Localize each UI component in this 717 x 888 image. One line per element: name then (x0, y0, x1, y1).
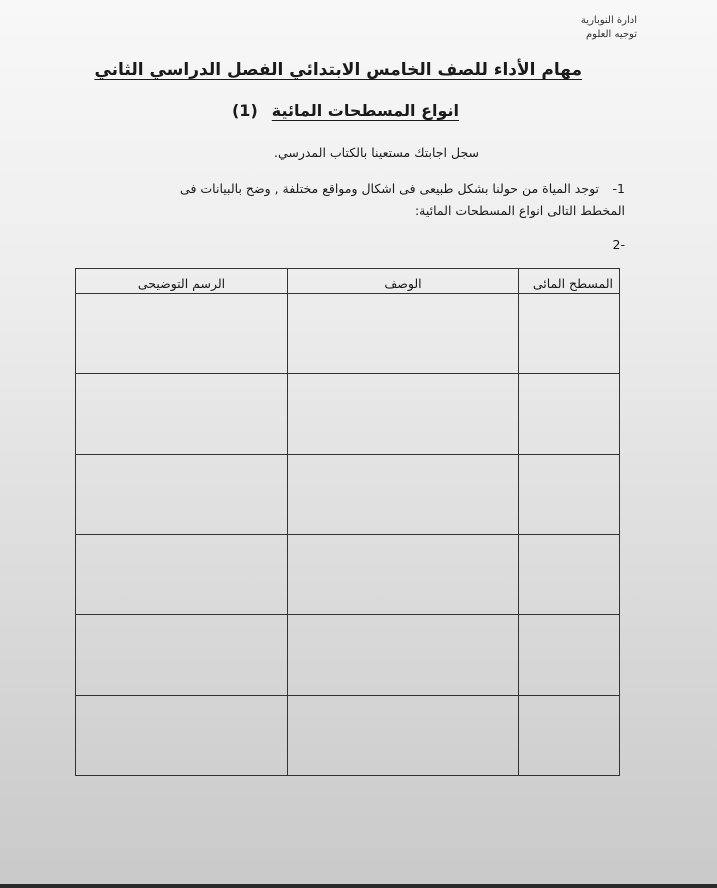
illustration-cell[interactable] (76, 534, 288, 614)
illustration-cell[interactable] (76, 294, 288, 374)
page-title: مهام الأداء للصف الخامس الابتدائي الفصل الدراسي الثاني (94, 60, 582, 80)
water-body-cell[interactable] (519, 454, 620, 534)
description-cell[interactable] (288, 374, 519, 454)
question-1-line-2: المخطط التالى انواع المسطحات المائية: (414, 203, 625, 218)
water-body-cell[interactable] (519, 374, 620, 454)
illustration-cell[interactable] (76, 374, 288, 454)
table-row (76, 294, 620, 374)
description-cell[interactable] (288, 615, 519, 695)
question-2-number: -2 (612, 237, 625, 252)
instruction-text: سجل اجابتك مستعينا بالكتاب المدرسي. (273, 145, 479, 160)
description-cell[interactable] (288, 695, 519, 775)
water-body-cell[interactable] (519, 294, 620, 374)
water-body-cell[interactable] (519, 534, 620, 614)
section-title (232, 101, 459, 120)
illustration-cell[interactable] (76, 615, 288, 695)
table-row (76, 615, 620, 695)
table-header-row (76, 269, 620, 294)
illustration-cell[interactable] (76, 695, 288, 775)
header-department: توجيه العلوم (585, 29, 637, 40)
question-1-line-1: توجد المياة من حولنا بشكل طبيعى فى اشكال ومواقع مختلفة , وضح بالبيانات فى (180, 181, 600, 196)
table-row (76, 695, 620, 775)
water-body-cell[interactable] (519, 615, 620, 695)
table-row (76, 374, 620, 454)
question-1 (105, 178, 625, 222)
section-title-text: انواع المسطحات المائية (271, 101, 459, 120)
illustration-cell[interactable] (76, 454, 288, 534)
header-description: الوصف (288, 269, 519, 294)
description-cell[interactable] (288, 294, 519, 374)
bottom-edge-divider (0, 884, 717, 888)
water-body-cell[interactable] (519, 695, 620, 775)
document-header (581, 14, 637, 42)
question-1-number: 1- (612, 181, 625, 196)
section-number: (1) (231, 101, 258, 120)
answer-table (75, 268, 620, 776)
header-water-body: المسطح المائى (519, 269, 620, 294)
table-row (76, 534, 620, 614)
header-administration: ادارة النوبارية (580, 15, 637, 26)
table-row (76, 454, 620, 534)
description-cell[interactable] (288, 534, 519, 614)
header-illustration: الرسم التوضيحى (76, 269, 288, 294)
description-cell[interactable] (288, 454, 519, 534)
